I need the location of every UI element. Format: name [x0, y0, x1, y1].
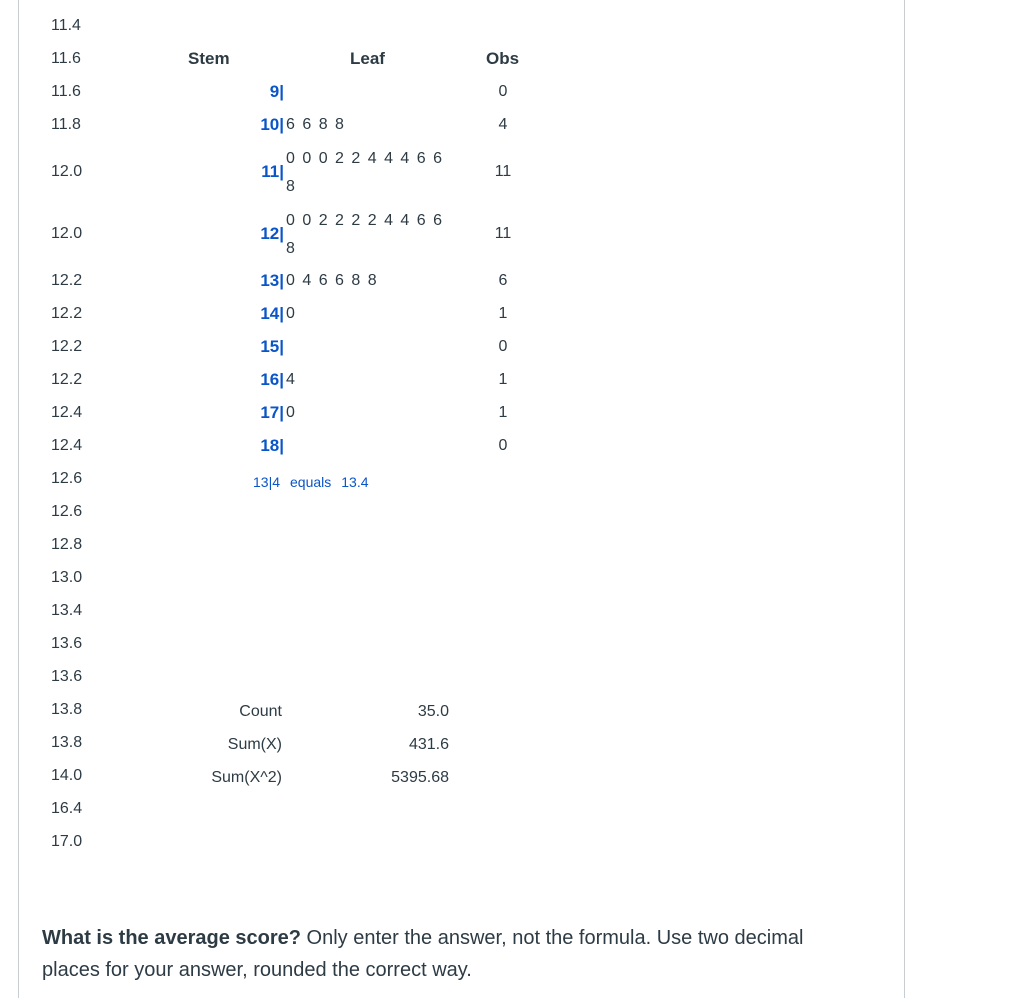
key-word: equals	[290, 474, 332, 490]
plot-key	[253, 473, 379, 491]
leaf-digits: 6 6 8 8	[286, 116, 346, 133]
data-value: 14.0	[51, 767, 83, 784]
data-value: 13.8	[51, 734, 83, 751]
question-instructions-cont: places for your answer, rounded the correct way.	[42, 959, 472, 981]
data-value: 13.6	[51, 635, 83, 652]
stem-label: 16|	[260, 370, 284, 389]
data-value: 12.4	[51, 437, 83, 454]
data-value: 11.8	[51, 116, 81, 133]
leaf-digits: 4	[286, 371, 297, 388]
leaf-digits-wrap: 8	[286, 178, 297, 195]
question-instructions: Only enter the answer, not the formula. Use two decimal	[300, 927, 804, 949]
obs-count: 1	[498, 371, 508, 388]
data-value: 12.2	[51, 272, 83, 289]
obs-count: 1	[498, 305, 508, 322]
stem-header: Stem	[188, 49, 230, 68]
obs-count: 0	[498, 437, 508, 454]
stat-value: 35.0	[417, 703, 449, 720]
data-value: 17.0	[51, 833, 83, 850]
data-value: 11.4	[51, 17, 81, 34]
data-value: 12.4	[51, 404, 83, 421]
leaf-digits: 0	[286, 404, 297, 421]
data-value: 11.6	[51, 50, 81, 67]
data-value: 13.0	[51, 569, 83, 586]
leaf-digits: 0 0 2 2 2 2 4 4 6 6	[286, 212, 444, 229]
stem-label: 17|	[260, 403, 284, 422]
obs-count: 0	[498, 83, 508, 100]
leaf-digits-wrap: 8	[286, 240, 297, 257]
stem-label: 18|	[260, 436, 284, 455]
obs-count: 4	[498, 116, 508, 133]
stat-label: Count	[239, 703, 282, 720]
content-frame	[18, 0, 905, 998]
data-value: 12.0	[51, 225, 83, 242]
question-text	[42, 922, 892, 986]
data-value: 12.2	[51, 305, 83, 322]
data-value: 11.6	[51, 83, 81, 100]
data-value: 12.2	[51, 371, 83, 388]
stem-label: 15|	[260, 337, 284, 356]
stem-label: 13|	[260, 271, 284, 290]
leaf-header: Leaf	[350, 49, 385, 68]
leaf-digits: 0	[286, 305, 297, 322]
obs-count: 11	[494, 163, 512, 180]
data-value: 12.6	[51, 470, 83, 487]
data-value: 12.8	[51, 536, 83, 553]
data-value: 16.4	[51, 800, 83, 817]
question-bold: What is the average score?	[42, 927, 301, 949]
obs-count: 11	[494, 225, 512, 242]
data-value: 13.8	[51, 701, 83, 718]
leaf-digits: 0 0 0 2 2 4 4 4 6 6	[286, 150, 444, 167]
data-value: 13.4	[51, 602, 83, 619]
key-example: 13|4	[253, 474, 280, 490]
stem-label: 10|	[260, 115, 284, 134]
obs-count: 6	[498, 272, 508, 289]
stat-label: Sum(X^2)	[211, 769, 282, 786]
stat-label: Sum(X)	[227, 736, 282, 753]
key-value: 13.4	[341, 474, 369, 490]
obs-count: 0	[498, 338, 508, 355]
obs-count: 1	[498, 404, 508, 421]
data-value: 12.0	[51, 163, 83, 180]
stat-value: 431.6	[408, 736, 449, 753]
stat-value: 5395.68	[391, 769, 449, 786]
data-value: 12.6	[51, 503, 83, 520]
stem-label: 11|	[261, 162, 284, 181]
leaf-digits: 0 4 6 6 8 8	[286, 272, 379, 289]
stem-label: 12|	[260, 224, 284, 243]
obs-header: Obs	[486, 49, 520, 68]
data-value: 12.2	[51, 338, 83, 355]
data-value: 13.6	[51, 668, 83, 685]
stem-label: 9|	[269, 82, 284, 101]
stem-label: 14|	[260, 304, 284, 323]
